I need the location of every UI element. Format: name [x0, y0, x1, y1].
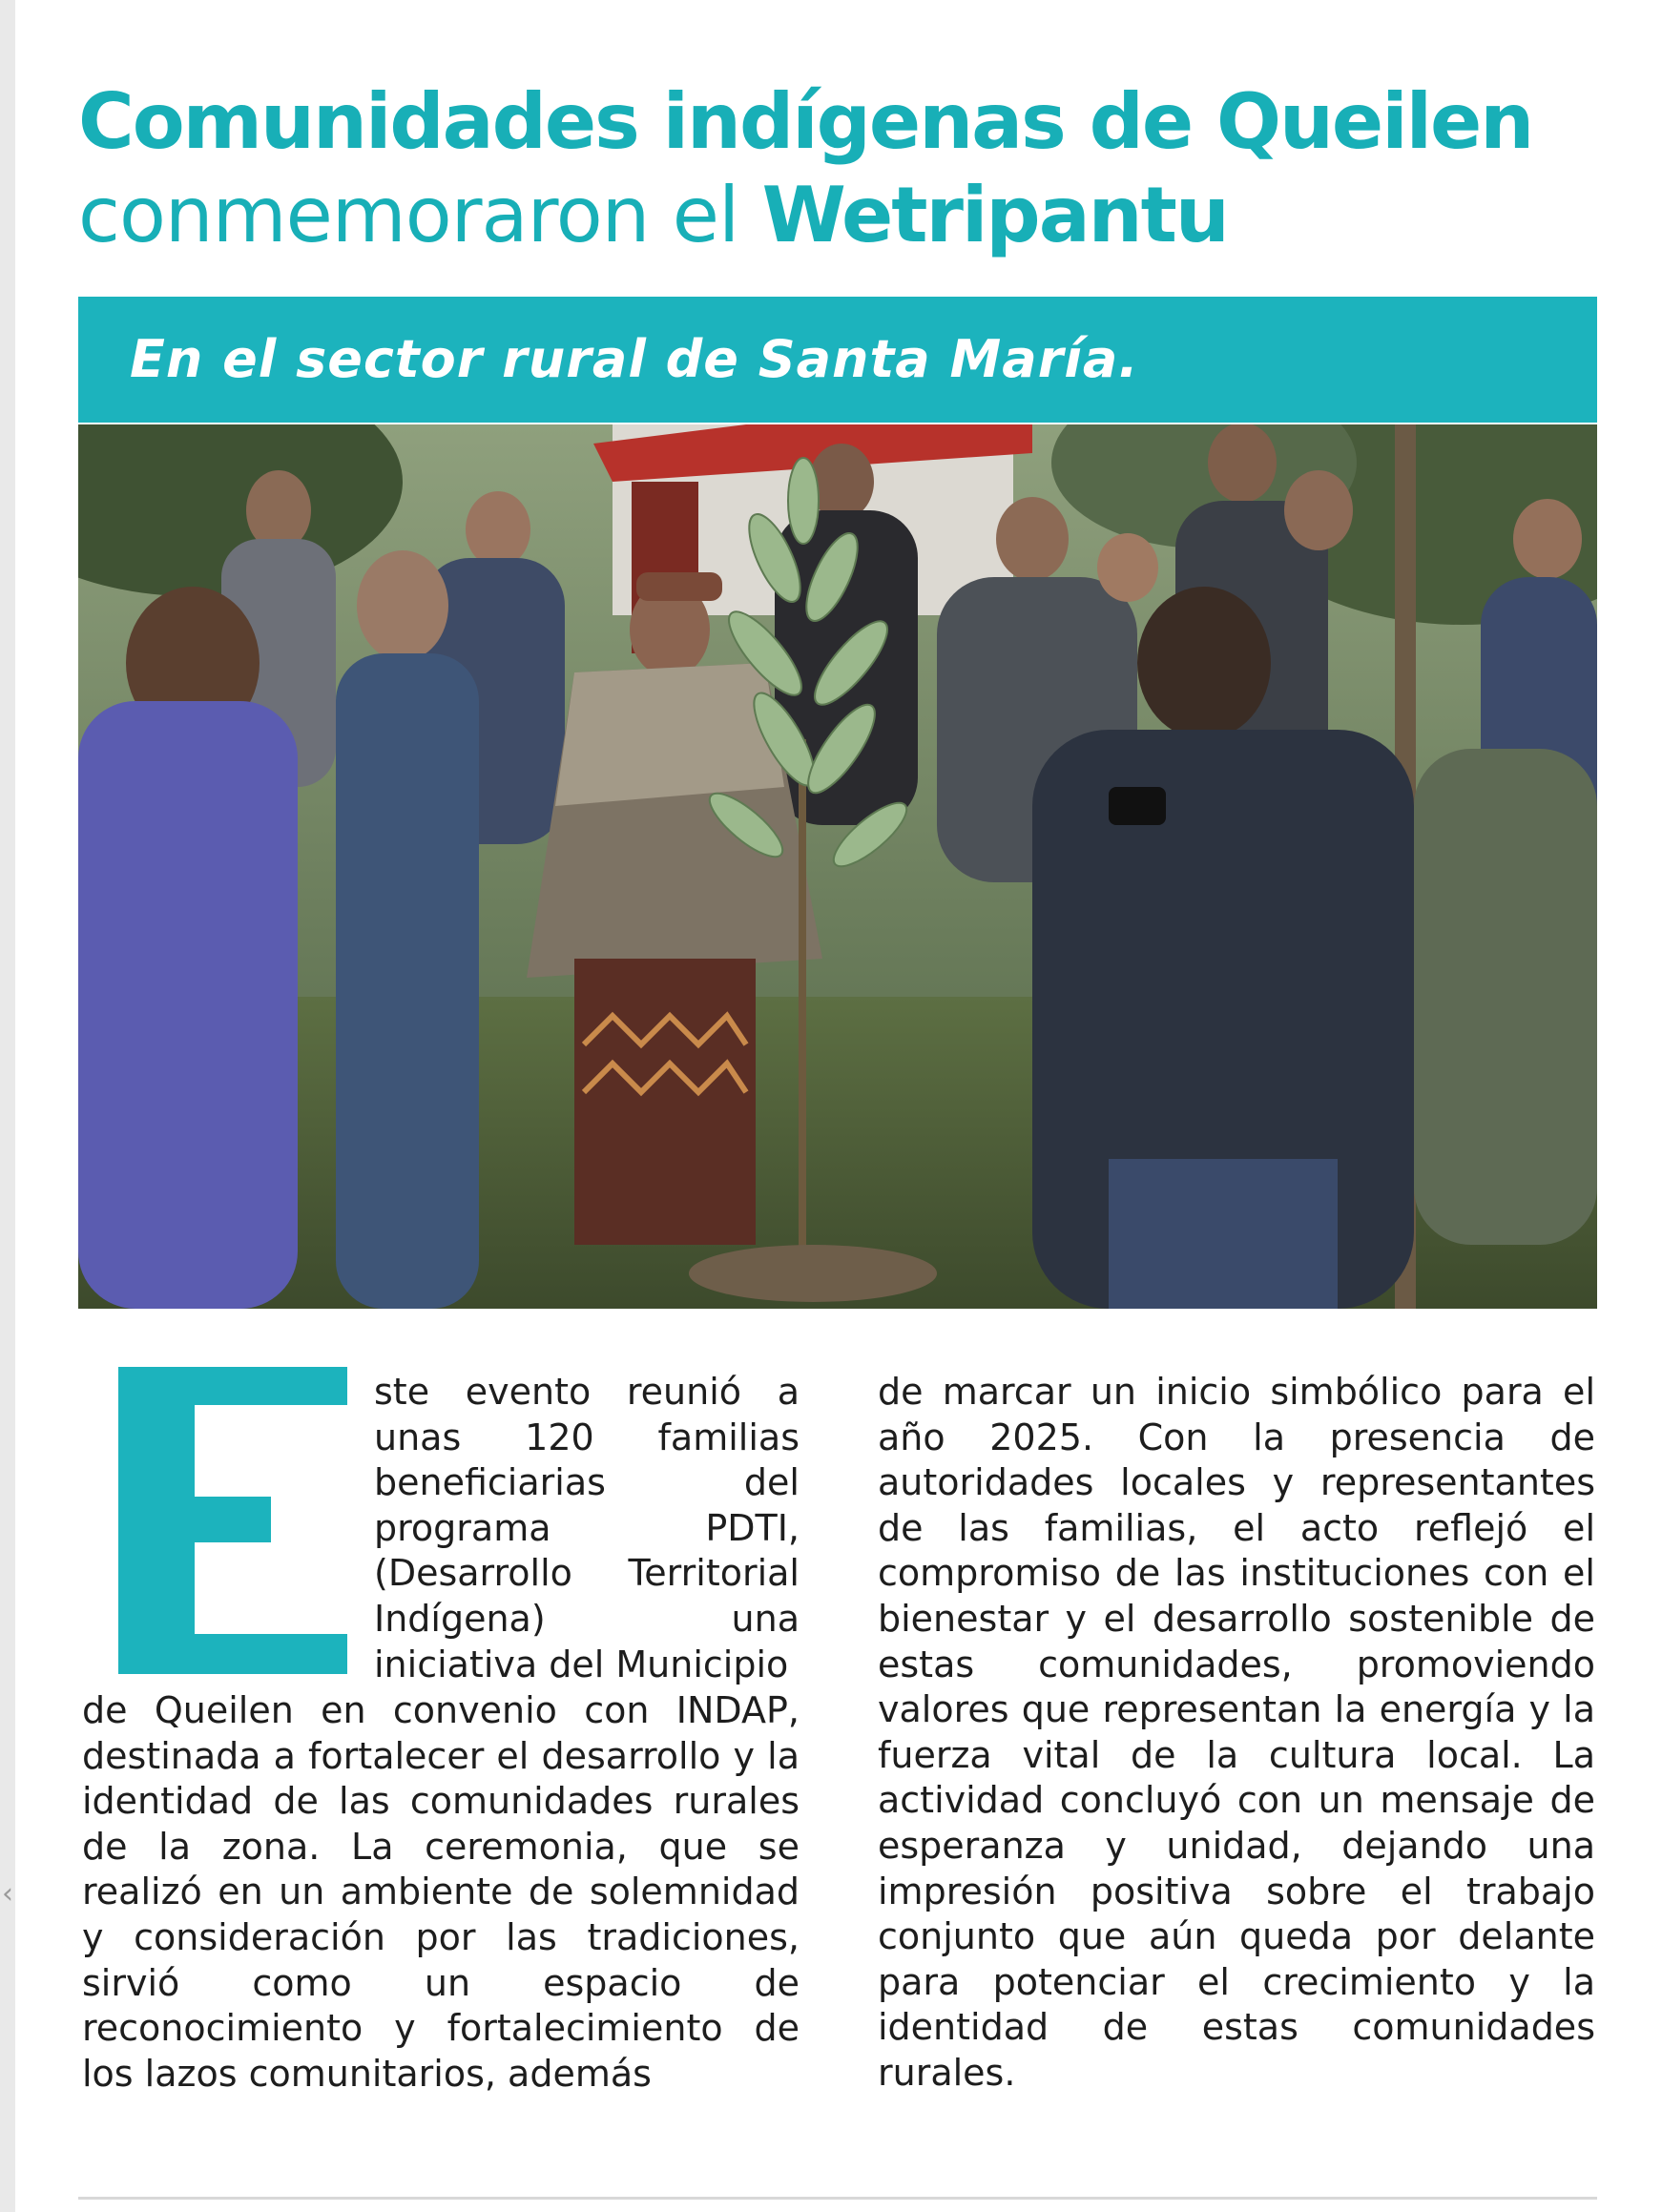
previous-page-arrow-icon[interactable]: ‹: [2, 1877, 13, 1911]
subtitle-banner: [78, 297, 1597, 423]
headline-line-1: Comunidades indígenas de Queilen: [78, 77, 1533, 166]
body-paragraph-1-start: ste evento reunió a unas 120 familias beneficiarias del programa PDTI, (Desarrollo Territorial Indígena) una iniciativa del Municipio: [374, 1371, 800, 1685]
bottom-divider: [78, 2197, 1597, 2200]
body-column-2: [878, 1370, 1595, 2097]
headline-line-2-bold: Wetripantu: [761, 171, 1228, 259]
body-paragraph-2: de marcar un inicio simbólico para el año 2025. Con la presencia de autoridades locales y representantes de las familias, el acto reflejó el compromiso de las instituciones con el bienestar y el desarrollo sostenible de estas comunidades, promoviendo valores que representan la energía y la fuerza vital de la cultura local. La actividad concluyó con un mensaje de esperanza y unidad, dejando una impresión positiva sobre el trabajo conjunto que aún queda por delante para potenciar el crecimiento y la identidad de estas comunidades rurales.: [878, 1371, 1595, 2094]
article-headline: [78, 77, 1605, 259]
body-column-1-top: [374, 1370, 800, 1687]
body-paragraph-1-continued: de Queilen en convenio con INDAP, destinada a fortalecer el desarrollo y la identidad de las comunidades rurales de la zona. La ceremonia, que se realizó en un ambiente de solemnidad y consideración por las tradiciones, sirvió como un espacio de reconocimiento y fortalecimiento de los lazos comunitarios, además: [82, 1689, 800, 2095]
headline-line-2: [78, 171, 1605, 259]
drop-cap-e: [118, 1367, 347, 1674]
headline-line-2-regular: conmemoraron el: [78, 171, 762, 259]
body-column-1-bottom: [82, 1688, 800, 2097]
ceremony-photo: [78, 424, 1597, 1309]
subtitle-text: En el sector rural de Santa María.: [130, 329, 1139, 389]
